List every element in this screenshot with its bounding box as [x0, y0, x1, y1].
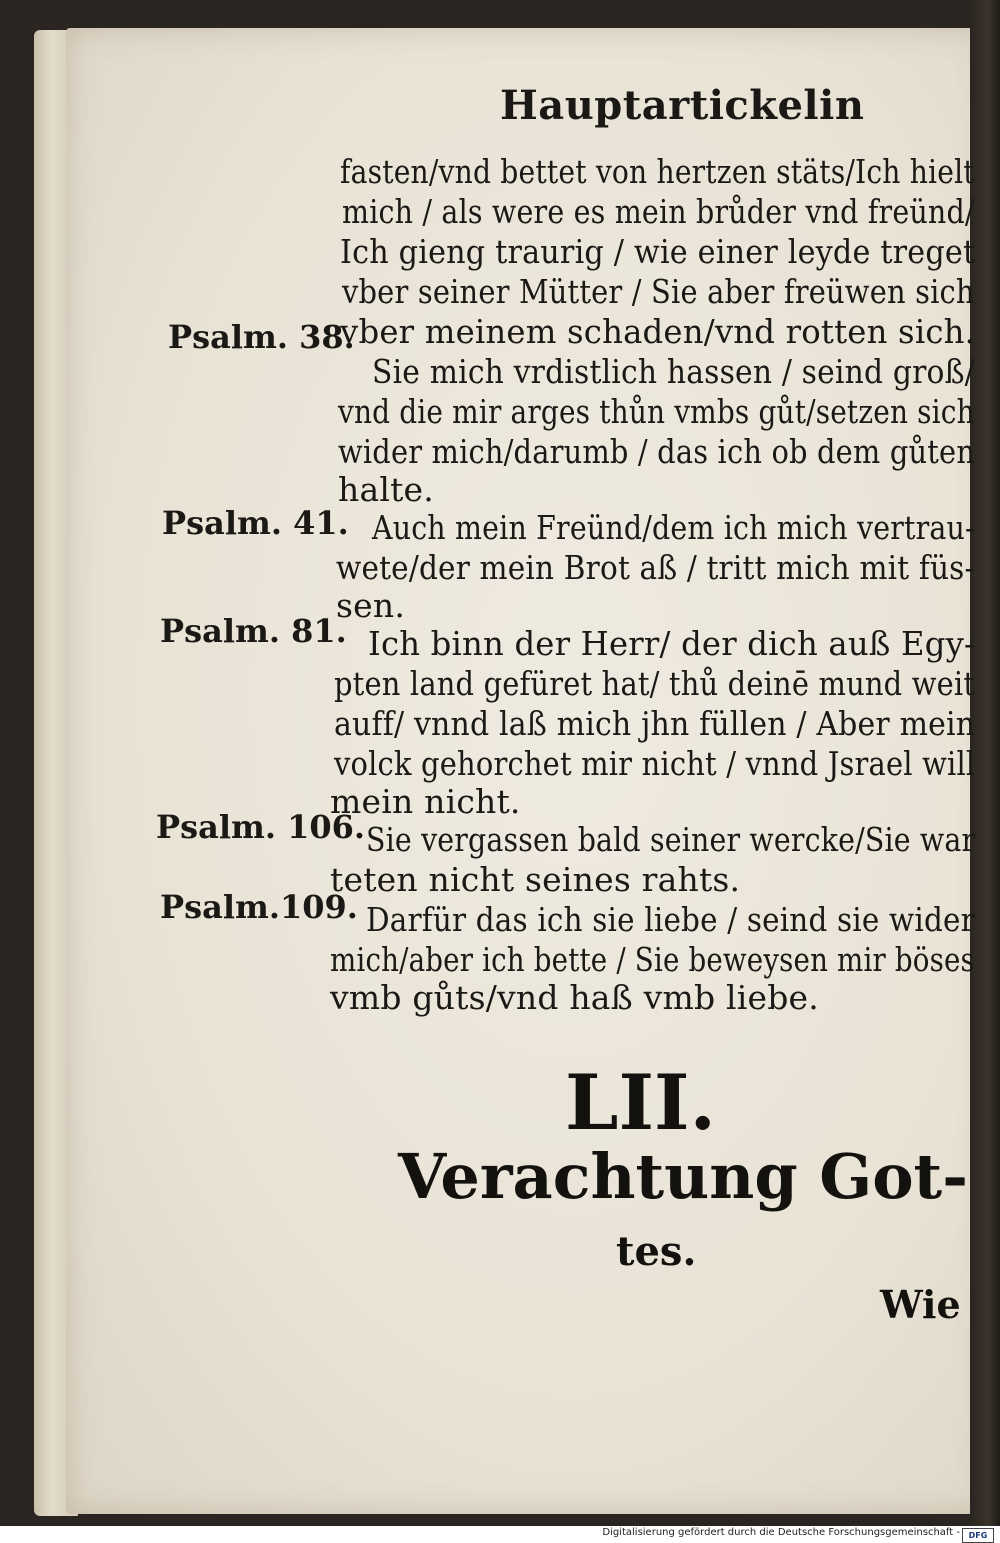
chapter-title: Verachtung Got- — [398, 1140, 968, 1213]
text-line: Sie vergassen bald seiner wercke/Sie war — [366, 820, 976, 859]
text-line: Ich gieng traurig / wie einer leyde treget — [340, 232, 976, 271]
chapter-number: LII. — [565, 1058, 716, 1147]
margin-ref-psalm-81: Psalm. 81. — [160, 612, 347, 650]
text-line: auff/ vnnd laß mich jhn füllen / Aber mein — [334, 704, 976, 743]
chapter-title-continued: tes. — [616, 1228, 697, 1275]
margin-ref-psalm-41: Psalm. 41. — [162, 504, 349, 542]
text-line: vnd die mir arges thůn vmbs gůt/setzen sich — [338, 392, 975, 431]
text-line: sen. — [336, 586, 406, 625]
text-line: teten nicht seines rahts. — [330, 860, 741, 899]
text-line: mich / als were es mein brůder vnd freünd/ — [342, 192, 975, 231]
margin-ref-psalm-38: Psalm. 38. — [168, 318, 355, 356]
text-line: Ich binn der Herr/ der dich auß Egy- — [368, 624, 976, 663]
footer-credit: Digitalisierung gefördert durch die Deutsche Forschungsgemeinschaft - — [602, 1527, 960, 1538]
dfg-logo: DFG — [962, 1528, 994, 1543]
text-line: pten land gefüret hat/ thů deinē mund weit — [334, 664, 976, 703]
text-line: Darfür das ich sie liebe / seind sie wider — [366, 900, 975, 939]
running-head: Hauptartickelin — [500, 82, 865, 129]
text-line: wete/der mein Brot aß / tritt mich mit füs- — [336, 548, 975, 587]
text-line: mich/aber ich bette / Sie beweysen mir böses — [330, 940, 975, 979]
text-line: wider mich/darumb / das ich ob dem gůten — [338, 432, 976, 471]
text-line: vber seiner Mütter / Sie aber freüwen sich — [342, 272, 975, 311]
margin-ref-psalm-106: Psalm. 106. — [156, 808, 366, 846]
text-line: fasten/vnd bettet von hertzen stäts/Ich hielt — [340, 152, 975, 191]
text-line: vber meinem schaden/vnd rotten sich. — [340, 312, 976, 351]
text-line: Auch mein Freünd/dem ich mich vertrau- — [372, 508, 975, 547]
text-line: Sie mich vrdistlich hassen / seind groß/ — [372, 352, 975, 391]
catchword: Wie — [880, 1282, 961, 1327]
margin-ref-psalm-109: Psalm.109. — [160, 888, 358, 926]
text-line: vmb gůts/vnd haß vmb liebe. — [330, 978, 819, 1017]
text-line: halte. — [338, 470, 434, 509]
text-line: volck gehorchet mir nicht / vnnd Jsrael will — [334, 744, 976, 783]
text-line: mein nicht. — [330, 782, 521, 821]
